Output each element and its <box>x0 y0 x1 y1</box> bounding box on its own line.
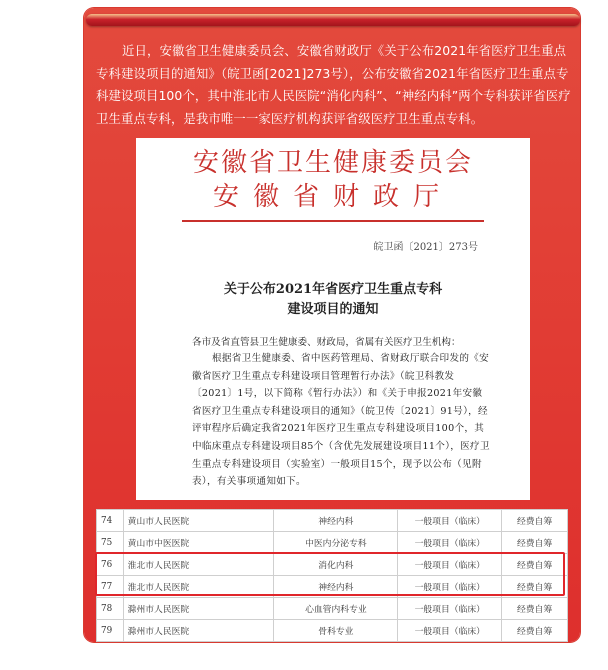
hospital-cell: 滁州市人民医院 <box>123 598 274 620</box>
row-number: 78 <box>97 598 124 620</box>
table-row <box>97 532 568 554</box>
row-number: 79 <box>97 620 124 642</box>
specialty-cell: 消化内科 <box>274 554 398 576</box>
specialty-cell: 心血管内科专业 <box>274 598 398 620</box>
hospital-cell: 黄山市人民医院 <box>123 510 274 532</box>
document-number: 皖卫函〔2021〕273号 <box>373 242 478 253</box>
document-salutation: 各市及省直管县卫生健康委、财政局，省属有关医疗卫生机构： <box>192 337 461 348</box>
project-type-cell: 一般项目（临床） <box>398 576 502 598</box>
red-divider <box>182 220 484 222</box>
hospital-cell: 黄山市中医医院 <box>123 532 274 554</box>
funding-cell: 经费自筹 <box>502 510 568 532</box>
specialty-cell: 骨科专业 <box>274 620 398 642</box>
funding-cell: 经费自筹 <box>502 620 568 642</box>
hospital-cell: 淮北市人民医院 <box>123 576 274 598</box>
funding-cell: 经费自筹 <box>502 598 568 620</box>
table-row <box>97 510 568 532</box>
specialty-cell: 中医内分泌专科 <box>274 532 398 554</box>
project-type-cell: 一般项目（临床） <box>398 510 502 532</box>
issuer-name-2: 安徽省财政厅 <box>212 182 453 212</box>
project-type-cell: 一般项目（临床） <box>398 598 502 620</box>
table-row <box>97 554 568 576</box>
project-type-cell: 一般项目（临床） <box>398 620 502 642</box>
intro-paragraph: 近日，安徽省卫生健康委员会、安徽省财政厅《关于公布2021年省医疗卫生重点专科建设项目的通知》（皖卫函[2021]273号），公布安徽省2021年省医疗卫生重点专科建设项目100个，其中淮北市人民医院“消化内科”、“神经内科”两个专科获评省医疗卫生重点专科，是我市唯一一家医疗机构获评省级医疗卫生重点专科。 <box>96 43 571 126</box>
funding-cell: 经费自筹 <box>502 532 568 554</box>
hospital-cell: 滁州市人民医院 <box>123 620 274 642</box>
decorative-scroll-banner <box>86 14 580 26</box>
project-type-cell: 一般项目（临床） <box>398 532 502 554</box>
table-row <box>97 598 568 620</box>
specialty-cell: 神经内科 <box>274 510 398 532</box>
document-body: 根据省卫生健康委、省中医药管理局、省财政厅联合印发的《安徽省医疗卫生重点专科建设项目管理暂行办法》（皖卫科教发〔2021〕1号，以下简称《暂行办法》）和《关于申报2021年安徽省医疗卫生重点专科建设项目的通知》（皖卫传〔2021〕91号），经评审程序后确定我省2021年医疗卫生重点专科建设项目100个，其中临床重点专科建设项目85个（含优先发展建设项目11个），医疗卫生重点专科建设项目（实验室）一般项目15个，现予以公布（见附表），有关事项通知如下。 <box>192 353 490 488</box>
row-number: 74 <box>97 510 124 532</box>
specialty-cell: 神经内科 <box>274 576 398 598</box>
project-type-cell: 一般项目（临床） <box>398 554 502 576</box>
hospital-cell: 淮北市人民医院 <box>123 554 274 576</box>
row-number: 76 <box>97 554 124 576</box>
official-document-image <box>136 138 530 500</box>
funding-cell: 经费自筹 <box>502 554 568 576</box>
funding-cell: 经费自筹 <box>502 576 568 598</box>
row-number: 77 <box>97 576 124 598</box>
specialty-table <box>96 509 568 642</box>
table-row <box>97 620 568 642</box>
issuer-name-1: 安徽省卫生健康委员会 <box>192 148 473 178</box>
row-number: 75 <box>97 532 124 554</box>
table-row <box>97 576 568 598</box>
document-title-line-2: 建设项目的通知 <box>287 302 379 317</box>
document-title-line-1: 关于公布2021年省医疗卫生重点专科 <box>223 282 443 297</box>
